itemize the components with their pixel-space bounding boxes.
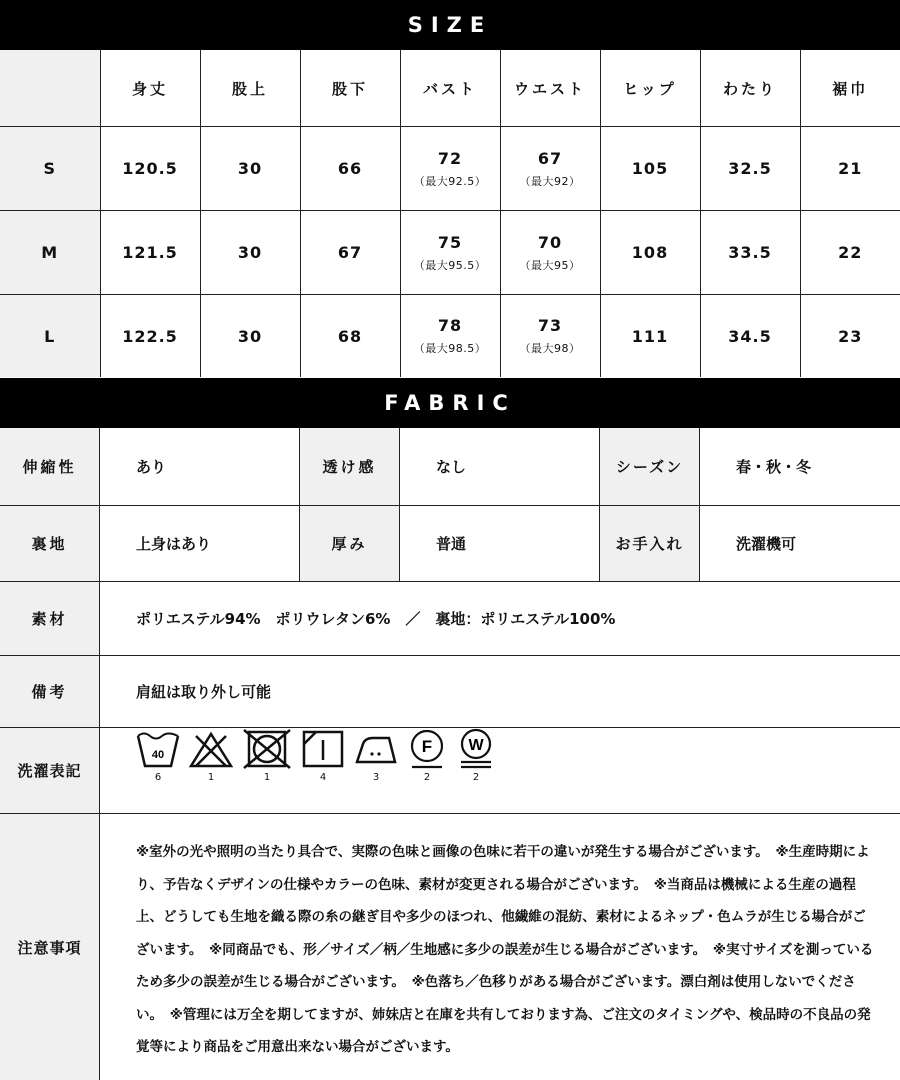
dry-clean-letter: F — [421, 737, 433, 756]
care-label: お手入れ — [600, 506, 700, 581]
wash-symbol-number: 6 — [154, 772, 162, 783]
column-header-hem-width: 裾巾 — [800, 50, 900, 127]
column-header-thigh: わたり — [700, 50, 800, 127]
iron-low-icon — [353, 728, 399, 770]
length-value: 121.5 — [100, 211, 200, 295]
fabric-row-stretch — [0, 428, 900, 506]
fabric-row-lining — [0, 506, 900, 582]
rise-value: 30 — [200, 295, 300, 378]
column-header-hip: ヒップ — [600, 50, 700, 127]
thigh-value: 34.5 — [700, 295, 800, 378]
stretch-value: あり — [100, 428, 300, 505]
size-label: L — [0, 295, 100, 378]
hip-value: 111 — [600, 295, 700, 378]
table-row — [0, 127, 900, 211]
bust-value: 78 — [437, 316, 463, 335]
size-section-header: SIZE — [0, 0, 900, 50]
thickness-value: 普通 — [400, 506, 600, 581]
thickness-label: 厚み — [300, 506, 400, 581]
wash-symbol-number: 2 — [472, 772, 480, 783]
length-value: 120.5 — [100, 127, 200, 211]
waist-max-note: （最大95） — [519, 258, 581, 272]
hip-value: 108 — [600, 211, 700, 295]
wash-symbols — [100, 728, 497, 813]
bust-cell — [400, 295, 500, 378]
wash-label: 洗濯表記 — [0, 728, 100, 813]
bust-value: 75 — [437, 232, 463, 252]
remarks-label: 備考 — [0, 656, 100, 727]
fabric-table — [0, 428, 900, 1080]
lining-label: 裏地 — [0, 506, 100, 581]
rise-value: 30 — [200, 211, 300, 295]
wash-symbol-number: 4 — [319, 772, 327, 783]
thigh-value: 32.5 — [700, 127, 800, 211]
wash-symbol-number: 1 — [263, 772, 271, 783]
size-label: M — [0, 211, 100, 295]
hem-width-value: 22 — [800, 211, 900, 295]
sheer-value: なし — [400, 428, 600, 505]
wash-symbol-number: 1 — [207, 772, 215, 783]
inseam-value: 68 — [300, 295, 400, 378]
wash-symbol-number: 2 — [423, 772, 431, 783]
bust-max-note: （最大98.5） — [413, 342, 487, 355]
fabric-row-remarks — [0, 656, 900, 728]
wash-symbol — [188, 728, 234, 783]
wash-temp-text: 40 — [151, 749, 165, 761]
hip-value: 105 — [600, 127, 700, 211]
wet-clean-letter: W — [468, 737, 484, 754]
column-header-length: 身丈 — [100, 50, 200, 127]
waist-cell — [500, 127, 600, 211]
wash-symbol — [135, 728, 181, 783]
wash-symbol — [353, 728, 399, 783]
wash-tub-40-icon — [135, 728, 181, 770]
bust-cell — [400, 211, 500, 295]
sheer-label: 透け感 — [300, 428, 400, 505]
size-label: S — [0, 127, 100, 211]
inseam-value: 67 — [300, 211, 400, 295]
notes-text: ※室外の光や照明の当たり具合で、実際の色味と画像の色味に若干の違いが発生する場合がございます。 ※生産時期により、予告なくデザインの仕様やカラーの色味、素材が変更される場合がございます。 ※当商品は機械による生産の過程上、どうしても生地を織る際の糸の継ぎ目や多少のほつれ、他繊維の混紡、素材によるネップ・色ムラが生じる場合がございます。 ※同商品でも、形／サイズ／柄／生地感に多少の誤差が生じる場合がございます。 ※実寸サイズを測っているため多少の誤差が生じる場合がございます。 ※色落ち／色移りがある場合がございます。漂白剤は使用しないでください。 ※管理には万全を期してますが、姉妹店と在庫を共有しております為、ご注文のタイミングや、検品時の不良品の発覚等により商品をご用意出来ない場合がございます。 — [136, 844, 874, 1055]
wash-symbol — [455, 728, 497, 783]
inseam-value: 66 — [300, 127, 400, 211]
season-value: 春・秋・冬 — [736, 458, 812, 476]
care-value: 洗濯機可 — [736, 535, 797, 553]
waist-value: 70 — [537, 232, 563, 252]
stretch-label: 伸縮性 — [0, 428, 100, 505]
waist-value: 73 — [537, 316, 563, 335]
bust-cell — [400, 127, 500, 211]
column-header-bust: バスト — [400, 50, 500, 127]
wash-symbol — [406, 728, 448, 783]
wet-clean-w-icon — [455, 728, 497, 770]
material-label: 素材 — [0, 582, 100, 655]
column-header-inseam: 股下 — [300, 50, 400, 127]
length-value: 122.5 — [100, 295, 200, 378]
table-row — [0, 295, 900, 378]
hem-width-value: 21 — [800, 127, 900, 211]
waist-cell — [500, 211, 600, 295]
fabric-row-material — [0, 582, 900, 656]
rise-value: 30 — [200, 127, 300, 211]
remarks-value: 肩紐は取り外し可能 — [136, 683, 272, 701]
size-table — [0, 50, 900, 377]
wash-symbol — [241, 728, 293, 783]
hem-width-value: 23 — [838, 326, 863, 346]
bust-value: 72 — [437, 148, 463, 168]
fabric-row-wash — [0, 728, 900, 814]
bust-max-note: （最大95.5） — [413, 258, 487, 272]
column-header-rise: 股上 — [200, 50, 300, 127]
no-tumble-dry-icon — [241, 728, 293, 770]
waist-value: 67 — [537, 148, 563, 168]
waist-max-note: （最大98） — [519, 342, 581, 355]
wash-symbol-number: 3 — [372, 772, 380, 783]
season-label: シーズン — [600, 428, 700, 505]
bust-max-note: （最大92.5） — [413, 174, 487, 188]
waist-cell — [500, 295, 600, 378]
size-table-header-row — [0, 50, 900, 127]
table-row — [0, 211, 900, 295]
size-table-corner — [0, 50, 100, 127]
fabric-row-notes — [0, 814, 900, 1080]
no-bleach-icon — [188, 728, 234, 770]
line-dry-shade-icon — [300, 728, 346, 770]
thigh-value: 33.5 — [700, 211, 800, 295]
column-header-waist: ウエスト — [500, 50, 600, 127]
dry-clean-f-icon — [406, 728, 448, 770]
fabric-section-header: FABRIC — [0, 378, 900, 428]
material-value: ポリエステル94% ポリウレタン6% ／ 裏地：ポリエステル100% — [136, 610, 616, 628]
wash-symbol — [300, 728, 346, 783]
notes-label: 注意事項 — [0, 814, 100, 1080]
waist-max-note: （最大92） — [519, 174, 581, 188]
lining-value: 上身はあり — [100, 506, 300, 581]
